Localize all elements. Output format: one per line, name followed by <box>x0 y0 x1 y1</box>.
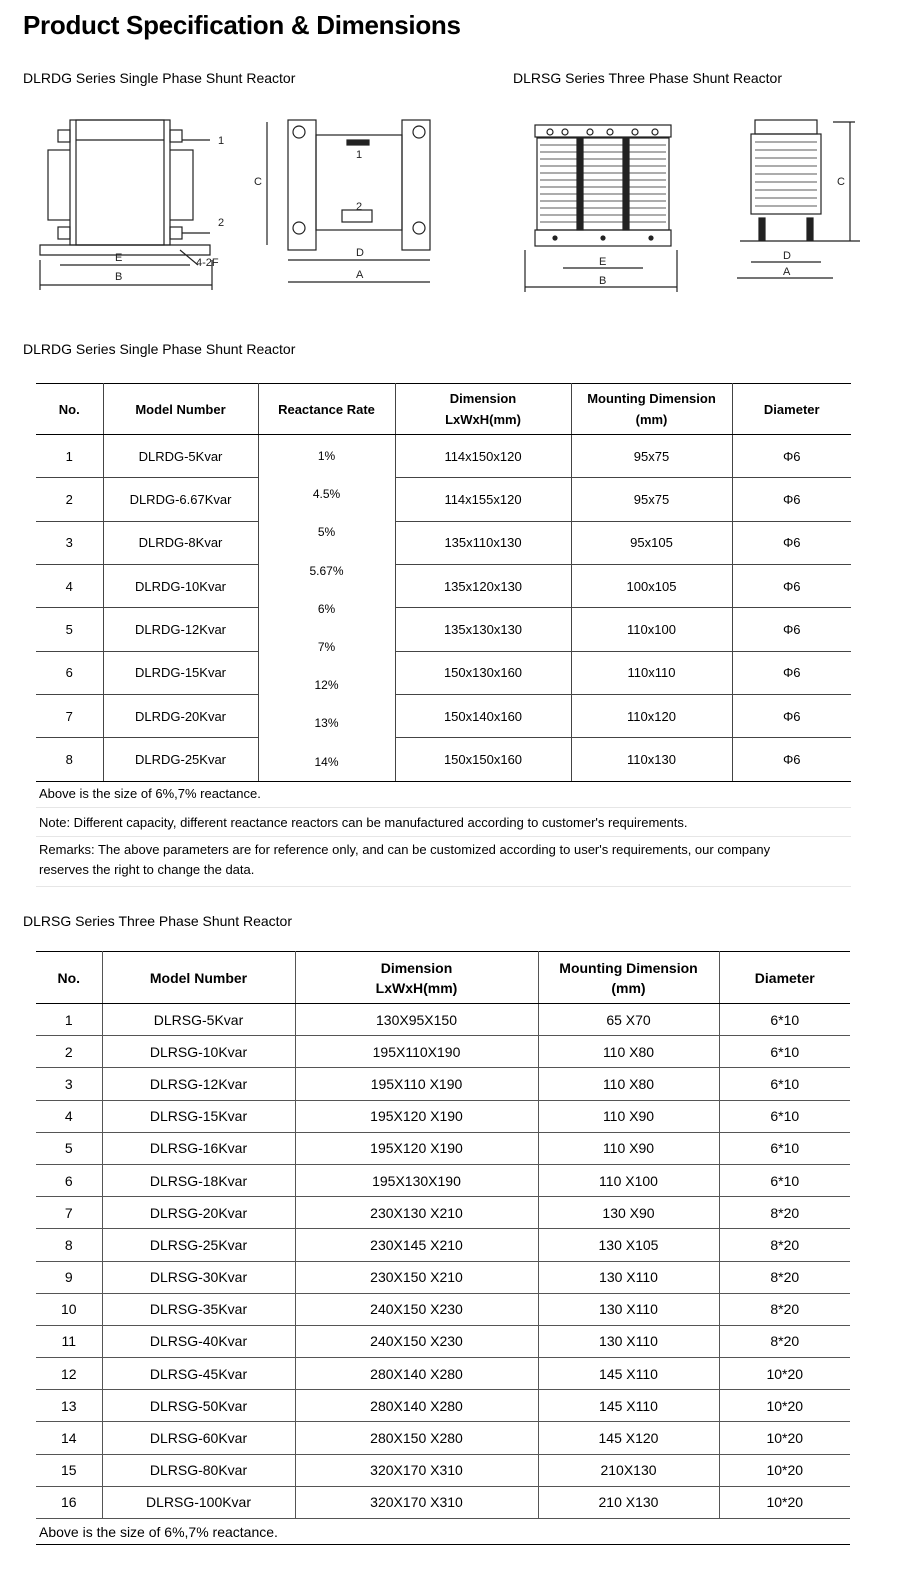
reactance-rate-item: 5.67% <box>309 563 344 578</box>
cell-mounting: 130 X105 <box>538 1229 719 1261</box>
table-row <box>36 651 851 694</box>
cell-dimension: 114x155x120 <box>395 478 571 521</box>
table1-size-note: Above is the size of 6%,7% reactance. <box>36 779 851 808</box>
cell-model: DLRSG-15Kvar <box>102 1100 295 1132</box>
cell-no: 12 <box>36 1358 102 1390</box>
cell-mounting: 130 X110 <box>538 1261 719 1293</box>
cell-mounting: 145 X110 <box>538 1390 719 1422</box>
cell-no: 2 <box>36 478 103 521</box>
cell-model: DLRSG-10Kvar <box>102 1036 295 1068</box>
table1-caption: DLRDG Series Single Phase Shunt Reactor <box>23 341 296 357</box>
cell-dimension: 135x130x130 <box>395 608 571 651</box>
cell-diameter: 8*20 <box>719 1293 850 1325</box>
cell-model: DLRSG-45Kvar <box>102 1358 295 1390</box>
cell-model: DLRSG-35Kvar <box>102 1293 295 1325</box>
table-row <box>36 1261 850 1293</box>
table-row <box>36 521 851 564</box>
cell-diameter: Φ6 <box>732 435 851 478</box>
cell-mounting: 210X130 <box>538 1454 719 1486</box>
cell-dimension: 195X110X190 <box>295 1036 538 1068</box>
cell-model: DLRSG-100Kvar <box>102 1486 295 1518</box>
label-c: C <box>254 176 262 188</box>
cell-model: DLRDG-6.67Kvar <box>103 478 258 521</box>
cell-diameter: Φ6 <box>732 608 851 651</box>
cell-dimension: 240X150 X230 <box>295 1325 538 1357</box>
reactance-rate-item: 7% <box>317 639 336 654</box>
cell-diameter: 6*10 <box>719 1004 850 1036</box>
cell-model: DLRSG-12Kvar <box>102 1068 295 1100</box>
cell-no: 2 <box>36 1036 102 1068</box>
cell-mounting: 110 X100 <box>538 1164 719 1196</box>
cell-model: DLRDG-12Kvar <box>103 608 258 651</box>
label-2-side: 2 <box>356 201 363 213</box>
reactance-rate-item: 13% <box>314 716 339 731</box>
table-row <box>36 1293 850 1325</box>
single-phase-diagram-caption: DLRDG Series Single Phase Shunt Reactor <box>23 70 296 86</box>
reactance-rate-item: 4.5% <box>312 487 341 502</box>
cell-diameter: Φ6 <box>732 694 851 737</box>
cell-no: 3 <box>36 521 103 564</box>
cell-mounting: 110x110 <box>571 651 732 694</box>
table-row <box>36 1486 850 1518</box>
table-row <box>36 1164 850 1196</box>
cell-diameter: Φ6 <box>732 564 851 607</box>
cell-model: DLRDG-10Kvar <box>103 564 258 607</box>
cell-no: 15 <box>36 1454 102 1486</box>
reactance-rate-item: 12% <box>314 678 339 693</box>
table-row <box>36 564 851 607</box>
cell-diameter: Φ6 <box>732 478 851 521</box>
cell-model: DLRSG-60Kvar <box>102 1422 295 1454</box>
table-row <box>36 1454 850 1486</box>
label-d: D <box>356 247 364 259</box>
cell-no: 5 <box>36 1132 102 1164</box>
cell-dimension: 320X170 X310 <box>295 1454 538 1486</box>
cell-dimension: 195X120 X190 <box>295 1100 538 1132</box>
label-b-three: B <box>599 275 607 287</box>
cell-mounting: 110 X80 <box>538 1068 719 1100</box>
single-phase-spec-table <box>36 383 851 782</box>
cell-mounting: 95x75 <box>571 435 732 478</box>
table2-caption: DLRSG Series Three Phase Shunt Reactor <box>23 913 292 929</box>
cell-no: 16 <box>36 1486 102 1518</box>
cell-diameter: 8*20 <box>719 1261 850 1293</box>
cell-no: 14 <box>36 1422 102 1454</box>
label-b: B <box>115 271 123 283</box>
cell-mounting: 100x105 <box>571 564 732 607</box>
cell-mounting: 65 X70 <box>538 1004 719 1036</box>
three-phase-diagram-caption: DLRSG Series Three Phase Shunt Reactor <box>513 70 782 86</box>
table-row <box>36 1229 850 1261</box>
cell-model: DLRDG-5Kvar <box>103 435 258 478</box>
cell-model: DLRSG-40Kvar <box>102 1325 295 1357</box>
header-diameter: Diameter <box>732 384 851 435</box>
single-phase-drawing <box>30 100 450 300</box>
cell-dimension: 280X150 X280 <box>295 1422 538 1454</box>
cell-diameter: 10*20 <box>719 1422 850 1454</box>
cell-mounting: 110 X90 <box>538 1132 719 1164</box>
cell-no: 6 <box>36 651 103 694</box>
table-row <box>36 738 851 781</box>
cell-mounting: 130 X90 <box>538 1197 719 1229</box>
three-phase-drawing <box>515 110 865 300</box>
table-row <box>36 1390 850 1422</box>
label-1: 1 <box>218 135 225 147</box>
cell-model: DLRSG-16Kvar <box>102 1132 295 1164</box>
reactance-rate-item: 6% <box>317 601 336 616</box>
header-no: No. <box>36 952 102 1004</box>
cell-model: DLRDG-15Kvar <box>103 651 258 694</box>
cell-diameter: 10*20 <box>719 1454 850 1486</box>
label-e-three: E <box>599 256 607 268</box>
reactance-rate-item: 5% <box>317 525 336 540</box>
cell-mounting: 95x75 <box>571 478 732 521</box>
cell-diameter: 6*10 <box>719 1036 850 1068</box>
header-mounting: Mounting Dimension (mm) <box>538 952 719 1004</box>
cell-dimension: 230X130 X210 <box>295 1197 538 1229</box>
cell-diameter: 10*20 <box>719 1390 850 1422</box>
three-phase-side-view <box>737 120 860 278</box>
label-c-three: C <box>837 176 845 188</box>
cell-dimension: 130X95X150 <box>295 1004 538 1036</box>
cell-no: 4 <box>36 1100 102 1132</box>
cell-dimension: 230X145 X210 <box>295 1229 538 1261</box>
table-row <box>36 435 851 478</box>
cell-no: 10 <box>36 1293 102 1325</box>
table1-note: Note: Different capacity, different reactance reactors can be manufactured according to customer's requirements. <box>36 808 851 837</box>
cell-model: DLRDG-20Kvar <box>103 694 258 737</box>
cell-model: DLRSG-20Kvar <box>102 1197 295 1229</box>
table-row <box>36 1197 850 1229</box>
cell-mounting: 110x120 <box>571 694 732 737</box>
cell-dimension: 195X110 X190 <box>295 1068 538 1100</box>
cell-dimension: 150x150x160 <box>395 738 571 781</box>
cell-diameter: 8*20 <box>719 1229 850 1261</box>
header-model: Model Number <box>103 384 258 435</box>
cell-no: 9 <box>36 1261 102 1293</box>
cell-mounting: 110 X80 <box>538 1036 719 1068</box>
table-header-row <box>36 384 851 435</box>
cell-mounting: 95x105 <box>571 521 732 564</box>
table-row <box>36 1100 850 1132</box>
cell-diameter: 6*10 <box>719 1164 850 1196</box>
cell-dimension: 240X150 X230 <box>295 1293 538 1325</box>
single-phase-side-view <box>254 120 430 282</box>
cell-diameter: 8*20 <box>719 1325 850 1357</box>
table2-size-note: Above is the size of 6%,7% reactance. <box>36 1520 850 1545</box>
cell-model: DLRSG-80Kvar <box>102 1454 295 1486</box>
table-header-row <box>36 952 850 1004</box>
cell-mounting: 145 X120 <box>538 1422 719 1454</box>
cell-model: DLRSG-30Kvar <box>102 1261 295 1293</box>
cell-no: 11 <box>36 1325 102 1357</box>
cell-dimension: 280X140 X280 <box>295 1390 538 1422</box>
reactance-rate-item: 1% <box>317 449 336 463</box>
cell-model: DLRSG-50Kvar <box>102 1390 295 1422</box>
cell-dimension: 150x130x160 <box>395 651 571 694</box>
cell-diameter: 6*10 <box>719 1100 850 1132</box>
header-dimension: Dimension LxWxH(mm) <box>295 952 538 1004</box>
table-row <box>36 1325 850 1357</box>
cell-no: 13 <box>36 1390 102 1422</box>
cell-no: 5 <box>36 608 103 651</box>
table-row <box>36 1068 850 1100</box>
label-a-three: A <box>783 266 791 278</box>
cell-dimension: 135x110x130 <box>395 521 571 564</box>
label-a: A <box>356 269 364 281</box>
cell-model: DLRSG-25Kvar <box>102 1229 295 1261</box>
cell-dimension: 280X140 X280 <box>295 1358 538 1390</box>
cell-mounting: 110x130 <box>571 738 732 781</box>
header-diameter: Diameter <box>719 952 850 1004</box>
table-row <box>36 1422 850 1454</box>
cell-diameter: 10*20 <box>719 1358 850 1390</box>
cell-dimension: 135x120x130 <box>395 564 571 607</box>
cell-no: 7 <box>36 1197 102 1229</box>
cell-dimension: 320X170 X310 <box>295 1486 538 1518</box>
cell-diameter: Φ6 <box>732 738 851 781</box>
table-row <box>36 694 851 737</box>
three-phase-front-view <box>525 125 677 292</box>
header-rate: Reactance Rate <box>258 384 395 435</box>
table-row <box>36 1132 850 1164</box>
label-1-side: 1 <box>356 149 363 161</box>
cell-dimension: 195X120 X190 <box>295 1132 538 1164</box>
cell-dimension: 150x140x160 <box>395 694 571 737</box>
cell-reactance-rate-list <box>258 435 395 782</box>
cell-diameter: Φ6 <box>732 651 851 694</box>
cell-diameter: Φ6 <box>732 521 851 564</box>
table-row <box>36 478 851 521</box>
cell-mounting: 110x100 <box>571 608 732 651</box>
header-dimension: Dimension LxWxH(mm) <box>395 384 571 435</box>
cell-mounting: 130 X110 <box>538 1325 719 1357</box>
table-row <box>36 608 851 651</box>
cell-mounting: 145 X110 <box>538 1358 719 1390</box>
label-d-three: D <box>783 250 791 262</box>
label-4-2f: 4-2F <box>196 257 219 269</box>
cell-mounting: 130 X110 <box>538 1293 719 1325</box>
cell-no: 3 <box>36 1068 102 1100</box>
cell-diameter: 8*20 <box>719 1197 850 1229</box>
reactance-rate-item: 14% <box>314 754 339 769</box>
table-row <box>36 1004 850 1036</box>
cell-no: 1 <box>36 1004 102 1036</box>
cell-dimension: 230X150 X210 <box>295 1261 538 1293</box>
header-model: Model Number <box>102 952 295 1004</box>
cell-no: 7 <box>36 694 103 737</box>
cell-model: DLRDG-25Kvar <box>103 738 258 781</box>
single-phase-front-view <box>40 120 224 290</box>
cell-no: 1 <box>36 435 103 478</box>
cell-diameter: 6*10 <box>719 1068 850 1100</box>
label-e: E <box>115 252 123 264</box>
cell-mounting: 110 X90 <box>538 1100 719 1132</box>
cell-no: 4 <box>36 564 103 607</box>
cell-dimension: 114x150x120 <box>395 435 571 478</box>
page-title: Product Specification & Dimensions <box>23 10 461 40</box>
cell-model: DLRDG-8Kvar <box>103 521 258 564</box>
cell-diameter: 10*20 <box>719 1486 850 1518</box>
header-no: No. <box>36 384 103 435</box>
cell-no: 8 <box>36 738 103 781</box>
cell-mounting: 210 X130 <box>538 1486 719 1518</box>
header-mounting: Mounting Dimension (mm) <box>571 384 732 435</box>
cell-no: 8 <box>36 1229 102 1261</box>
three-phase-spec-table <box>36 951 850 1519</box>
table-row <box>36 1036 850 1068</box>
cell-no: 6 <box>36 1164 102 1196</box>
cell-dimension: 195X130X190 <box>295 1164 538 1196</box>
cell-model: DLRSG-5Kvar <box>102 1004 295 1036</box>
cell-diameter: 6*10 <box>719 1132 850 1164</box>
table-row <box>36 1358 850 1390</box>
cell-model: DLRSG-18Kvar <box>102 1164 295 1196</box>
label-2: 2 <box>218 217 225 229</box>
table1-remarks: Remarks: The above parameters are for reference only, and can be customized according to user's requirements, our company reserves the right to change the data. <box>36 840 851 887</box>
